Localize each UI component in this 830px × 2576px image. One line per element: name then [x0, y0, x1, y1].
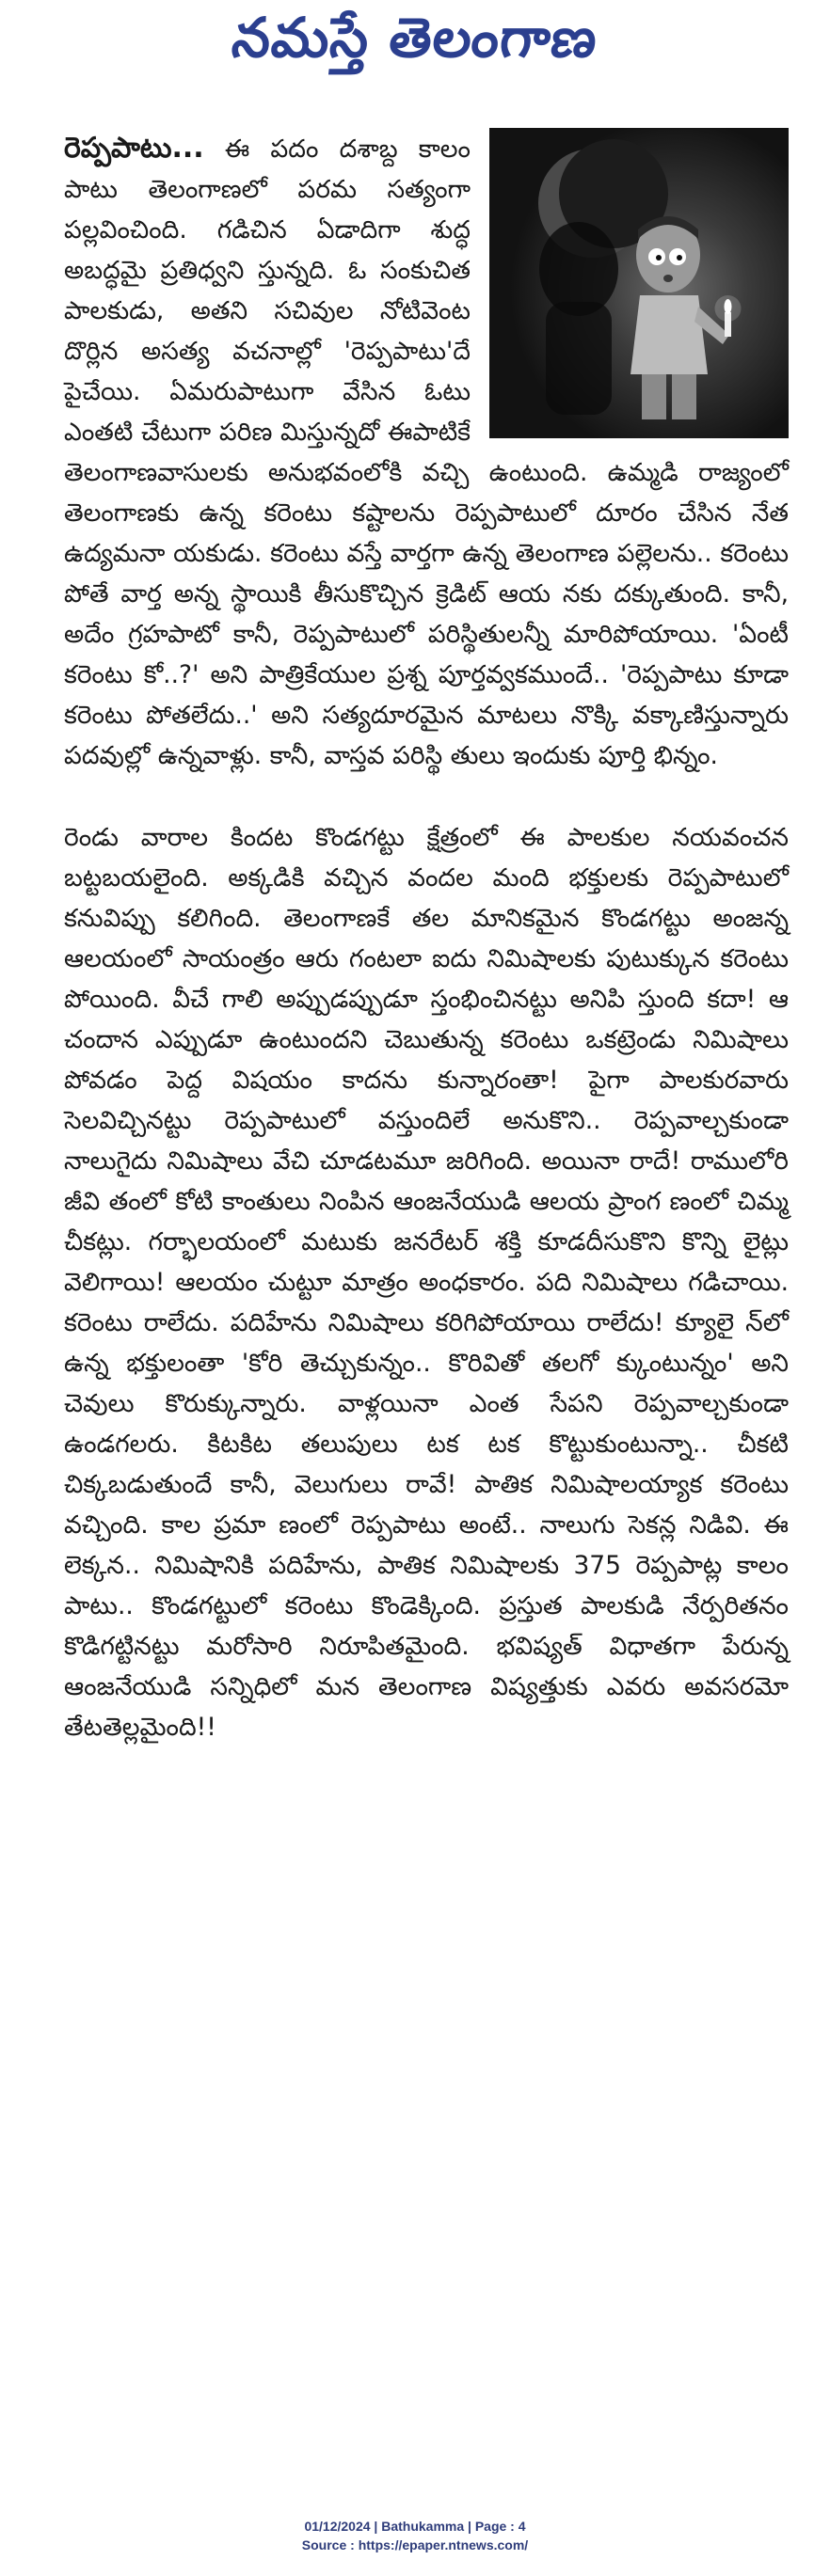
article: [64, 128, 789, 1747]
masthead: [0, 0, 830, 75]
lead-word: రెప్పపాటు...: [64, 132, 204, 165]
paragraph-2-text: రెండు వారాల కిందట కొండగట్టు క్షేత్రంలో ఈ పాలకుల నయవంచన బట్టబయలైంది. అక్కడికి వచ్చిన వందల మంది భక్తులకు రెప్పపాటులో కనువిప్పు కలిగింది. తెలంగాణకే తల మానికమైన కొండగట్టు అంజన్న ఆలయంలో సాయంత్రం ఆరు గంటలా ఐదు నిమిషాలకు పుటుక్కున కరెంటు పోయింది. వీచే గాలి అప్పుడప్పుడూ స్తంభించినట్టు అనిపి స్తుంది కదా! ఆ చందాన ఎప్పుడూ ఉంటుందని చెబుతున్న కరెంటు ఒకట్రెండు నిమిషాలు పోవడం పెద్ద విషయం కాదను కున్నారంతా! పైగా పాలకురవారు సెలవిచ్చినట్టు రెప్పపాటులో వస్తుందిలే అనుకొని.. రెప్పవాల్చకుండా నాలుగైదు నిమిషాలు వేచి చూడటమూ జరిగింది. అయినా రాదే! రాములోరి జీవి తంలో కోటి కాంతులు నింపిన ఆంజనేయుడి ఆలయ ప్రాంగ ణంలో చిమ్మ చీకట్లు. గర్భాలయంలో మటుకు జనరేటర్ శక్తి కూడదీసుకొని కొన్ని లైట్లు వెలిగాయి! ఆలయం చుట్టూ మాత్రం అంధకారం. పది నిమిషాలు గడిచాయి. కరెంటు రాలేదు. పదిహేను నిమిషాలు కరిగిపోయాయి రాలేదు! క్యూలై న్‌లో ఉన్న భక్తులంతా 'కోరి తెచ్చుకున్నం.. కొరివితో తలగో క్కుంటున్నం' అని చెవులు కొరుక్కున్నారు. వాళ్లయినా ఎంత సేపని రెప్పవాల్చకుండా ఉండగలరు. కిటకిట తలుపులు టక టక కొట్టుకుంటున్నా.. చీకటి చిక్కబడుతుందే కానీ, వెలుగులు రావే! పాతిక నిమిషాలయ్యాక కరెంటు వచ్చింది. కాల ప్రమా ణంలో రెప్పపాటు అంటే.. నాలుగు సెకన్ల నిడివి. ఈ లెక్కన.. నిమిషానికి పదిహేను, పాతిక నిమిషాలకు 375 రెప్పపాట్ల కాలం పాటు.. కొండగట్టులో కరెంటు కొండెక్కింది. ప్రస్తుత పాలకుడి నేర్పరితనం కొడిగట్టినట్టు మరోసారి నిరూపితమైంది. భవిష్యత్ విధాతగా పేరున్న ఆంజనేయుడి సన్నిధిలో మన తెలంగాణ విష్యత్తుకు ఎవరు అవసరమో తేటతెల్లమైంది!!: [64, 823, 789, 1742]
source-line: Source : https://epaper.ntnews.com/: [301, 2537, 529, 2552]
article-paragraph-2: [64, 817, 789, 1747]
paragraph-1-text: ఈ పదం దశాబ్ద కాలం పాటు తెలంగాణలో పరమ సత్యంగా పల్లవించింది. గడిచిన ఏడాదిగా శుద్ధ అబద్ధమై ప్రతిధ్వని స్తున్నది. ఓ సంకుచిత పాలకుడు, అతని సచివుల నోటివెంట దొర్లిన అసత్య వచనాల్లో 'రెప్పపాటు'దే పైచేయి. ఏమరుపాటుగా వేసిన ఓటు ఎంతటి చేటుగా పరిణ మిస్తున్నదో ఈపాటికే తెలంగాణవాసులకు అనుభవంలోకి వచ్చి ఉంటుంది. ఉమ్మడి రాజ్యంలో తెలంగాణకు ఉన్న కరెంటు కష్టాలను రెప్పపాటులో దూరం చేసిన నేత ఉద్యమనా యకుడు. కరెంటు వస్తే వార్తగా ఉన్న తెలంగాణ పల్లెలను.. కరెంటు పోతే వార్త అన్న స్థాయికి తీసుకొచ్చిన క్రెడిట్ ఆయ నకు దక్కుతుంది. కానీ, అదేం గ్రహపాటో కానీ, రెప్పపాటులో పరిస్థితులన్నీ మారిపోయాయి. 'ఏంటీ కరెంటు కో..?' అని పాత్రికేయుల ప్రశ్న పూర్తవ్వకముందే.. 'రెప్పపాటు కూడా కరెంటు పోతలేదు..' అని సత్యదూరమైన మాటలు నొక్కి వక్కాణిస్తున్నారు పదవుల్లో ఉన్నవాళ్లు. కానీ, వాస్తవ పరిస్థి తులు ఇందుకు పూర్తి భిన్నం.: [64, 134, 789, 770]
candle-boy-in-darkness-icon: [489, 128, 789, 438]
newspaper-title: నమస్తే తెలంగాణ: [229, 6, 601, 70]
article-paragraph-1: [64, 128, 789, 776]
edition-line: 01/12/2024 | Bathukamma | Page : 4: [304, 2519, 526, 2534]
page-footer: [0, 2517, 830, 2554]
